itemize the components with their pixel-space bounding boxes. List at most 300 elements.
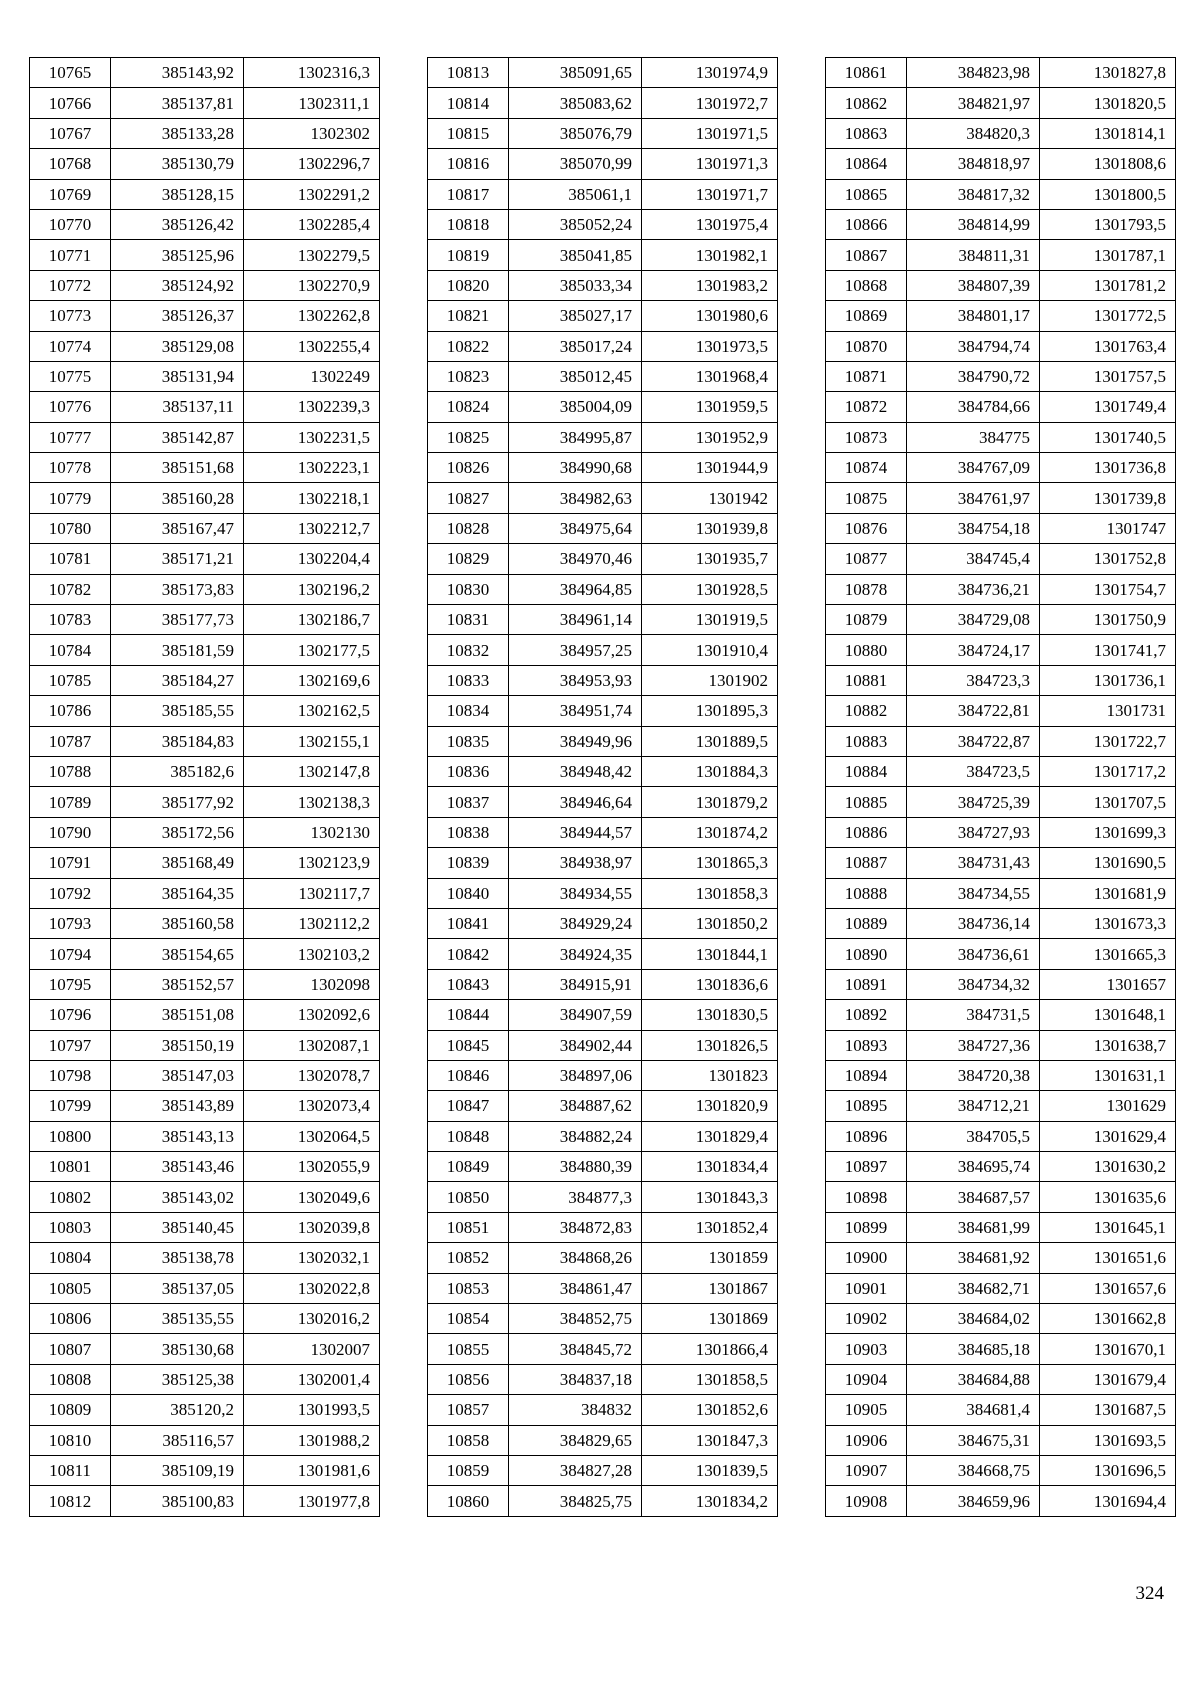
- point-number-cell: 10869: [826, 301, 907, 331]
- x-coordinate-cell: 385160,28: [111, 483, 244, 513]
- x-coordinate-cell: 385143,13: [111, 1121, 244, 1151]
- table-row: [826, 1455, 1176, 1485]
- x-coordinate-cell: 385151,68: [111, 453, 244, 483]
- y-coordinate-cell: 1301645,1: [1040, 1212, 1176, 1242]
- x-coordinate-cell: 385150,19: [111, 1030, 244, 1060]
- table-row: [428, 939, 778, 969]
- table-row: [428, 878, 778, 908]
- x-coordinate-cell: 384852,75: [509, 1304, 642, 1334]
- table-row: [30, 544, 380, 574]
- point-number-cell: 10853: [428, 1273, 509, 1303]
- y-coordinate-cell: 1302087,1: [244, 1030, 380, 1060]
- point-number-cell: 10817: [428, 179, 509, 209]
- table-row: [30, 1486, 380, 1516]
- x-coordinate-cell: 384915,91: [509, 969, 642, 999]
- y-coordinate-cell: 1301973,5: [642, 331, 778, 361]
- point-number-cell: 10796: [30, 1000, 111, 1030]
- table-row: [30, 969, 380, 999]
- point-number-cell: 10906: [826, 1425, 907, 1455]
- y-coordinate-cell: 1301981,6: [244, 1455, 380, 1485]
- table-row: [428, 483, 778, 513]
- table-row: [30, 361, 380, 391]
- x-coordinate-cell: 385083,62: [509, 88, 642, 118]
- table-row: [428, 1243, 778, 1273]
- x-coordinate-cell: 385171,21: [111, 544, 244, 574]
- coordinate-table-body: [826, 58, 1176, 1517]
- y-coordinate-cell: 1301852,6: [642, 1395, 778, 1425]
- table-row: [826, 1273, 1176, 1303]
- y-coordinate-cell: 1302311,1: [244, 88, 380, 118]
- table-row: [428, 1212, 778, 1242]
- x-coordinate-cell: 385182,6: [111, 756, 244, 786]
- table-row: [30, 726, 380, 756]
- table-row: [30, 1212, 380, 1242]
- point-number-cell: 10790: [30, 817, 111, 847]
- x-coordinate-cell: 385137,05: [111, 1273, 244, 1303]
- point-number-cell: 10792: [30, 878, 111, 908]
- point-number-cell: 10866: [826, 209, 907, 239]
- x-coordinate-cell: 384990,68: [509, 453, 642, 483]
- table-row: [30, 331, 380, 361]
- x-coordinate-cell: 385137,11: [111, 392, 244, 422]
- y-coordinate-cell: 1301787,1: [1040, 240, 1176, 270]
- y-coordinate-cell: 1302032,1: [244, 1243, 380, 1273]
- y-coordinate-cell: 1301722,7: [1040, 726, 1176, 756]
- table-row: [428, 1334, 778, 1364]
- y-coordinate-cell: 1301971,7: [642, 179, 778, 209]
- y-coordinate-cell: 1301757,5: [1040, 361, 1176, 391]
- point-number-cell: 10803: [30, 1212, 111, 1242]
- table-row: [826, 1243, 1176, 1273]
- x-coordinate-cell: 385177,92: [111, 787, 244, 817]
- y-coordinate-cell: 1301939,8: [642, 513, 778, 543]
- y-coordinate-cell: 1301752,8: [1040, 544, 1176, 574]
- table-row: [30, 149, 380, 179]
- x-coordinate-cell: 385160,58: [111, 908, 244, 938]
- x-coordinate-cell: 384790,72: [907, 361, 1040, 391]
- table-row: [428, 756, 778, 786]
- x-coordinate-cell: 385129,08: [111, 331, 244, 361]
- x-coordinate-cell: 384725,39: [907, 787, 1040, 817]
- x-coordinate-cell: 385125,96: [111, 240, 244, 270]
- x-coordinate-cell: 384946,64: [509, 787, 642, 817]
- point-number-cell: 10823: [428, 361, 509, 391]
- x-coordinate-cell: 384882,24: [509, 1121, 642, 1151]
- x-coordinate-cell: 385184,83: [111, 726, 244, 756]
- point-number-cell: 10899: [826, 1212, 907, 1242]
- table-row: [30, 605, 380, 635]
- y-coordinate-cell: 1301693,5: [1040, 1425, 1176, 1455]
- y-coordinate-cell: 1301687,5: [1040, 1395, 1176, 1425]
- y-coordinate-cell: 1302117,7: [244, 878, 380, 908]
- x-coordinate-cell: 384736,21: [907, 574, 1040, 604]
- point-number-cell: 10811: [30, 1455, 111, 1485]
- table-row: [826, 1364, 1176, 1394]
- y-coordinate-cell: 1301867: [642, 1273, 778, 1303]
- x-coordinate-cell: 384668,75: [907, 1455, 1040, 1485]
- x-coordinate-cell: 385130,79: [111, 149, 244, 179]
- y-coordinate-cell: 1302204,4: [244, 544, 380, 574]
- y-coordinate-cell: 1301902: [642, 665, 778, 695]
- y-coordinate-cell: 1301772,5: [1040, 301, 1176, 331]
- table-row: [30, 240, 380, 270]
- x-coordinate-cell: 384934,55: [509, 878, 642, 908]
- y-coordinate-cell: 1301707,5: [1040, 787, 1176, 817]
- table-row: [826, 513, 1176, 543]
- table-row: [826, 908, 1176, 938]
- y-coordinate-cell: 1301681,9: [1040, 878, 1176, 908]
- table-row: [826, 1060, 1176, 1090]
- point-number-cell: 10799: [30, 1091, 111, 1121]
- y-coordinate-cell: 1301836,6: [642, 969, 778, 999]
- point-number-cell: 10856: [428, 1364, 509, 1394]
- table-row: [30, 756, 380, 786]
- table-row: [428, 1152, 778, 1182]
- y-coordinate-cell: 1301879,2: [642, 787, 778, 817]
- x-coordinate-cell: 384695,74: [907, 1152, 1040, 1182]
- table-row: [428, 1395, 778, 1425]
- y-coordinate-cell: 1301847,3: [642, 1425, 778, 1455]
- y-coordinate-cell: 1301971,3: [642, 149, 778, 179]
- table-row: [826, 392, 1176, 422]
- y-coordinate-cell: 1302155,1: [244, 726, 380, 756]
- y-coordinate-cell: 1301699,3: [1040, 817, 1176, 847]
- x-coordinate-cell: 384675,31: [907, 1425, 1040, 1455]
- x-coordinate-cell: 385124,92: [111, 270, 244, 300]
- y-coordinate-cell: 1301977,8: [244, 1486, 380, 1516]
- y-coordinate-cell: 1301968,4: [642, 361, 778, 391]
- x-coordinate-cell: 385147,03: [111, 1060, 244, 1090]
- x-coordinate-cell: 384681,4: [907, 1395, 1040, 1425]
- point-number-cell: 10857: [428, 1395, 509, 1425]
- y-coordinate-cell: 1302130: [244, 817, 380, 847]
- point-number-cell: 10843: [428, 969, 509, 999]
- point-number-cell: 10785: [30, 665, 111, 695]
- x-coordinate-cell: 385184,27: [111, 665, 244, 695]
- y-coordinate-cell: 1302112,2: [244, 908, 380, 938]
- x-coordinate-cell: 385070,99: [509, 149, 642, 179]
- point-number-cell: 10838: [428, 817, 509, 847]
- point-number-cell: 10892: [826, 1000, 907, 1030]
- table-row: [826, 1121, 1176, 1151]
- y-coordinate-cell: 1301850,2: [642, 908, 778, 938]
- point-number-cell: 10881: [826, 665, 907, 695]
- table-row: [30, 453, 380, 483]
- x-coordinate-cell: 385012,45: [509, 361, 642, 391]
- table-row: [826, 1152, 1176, 1182]
- point-number-cell: 10835: [428, 726, 509, 756]
- y-coordinate-cell: 1301736,1: [1040, 665, 1176, 695]
- x-coordinate-cell: 385017,24: [509, 331, 642, 361]
- table-row: [826, 1091, 1176, 1121]
- table-row: [428, 1121, 778, 1151]
- table-row: [30, 270, 380, 300]
- table-row: [428, 1364, 778, 1394]
- y-coordinate-cell: 1301657: [1040, 969, 1176, 999]
- point-number-cell: 10815: [428, 118, 509, 148]
- table-row: [428, 1455, 778, 1485]
- table-row: [428, 817, 778, 847]
- table-row: [30, 696, 380, 726]
- y-coordinate-cell: 1301670,1: [1040, 1334, 1176, 1364]
- y-coordinate-cell: 1301982,1: [642, 240, 778, 270]
- x-coordinate-cell: 384924,35: [509, 939, 642, 969]
- x-coordinate-cell: 385143,46: [111, 1152, 244, 1182]
- y-coordinate-cell: 1301830,5: [642, 1000, 778, 1030]
- y-coordinate-cell: 1302231,5: [244, 422, 380, 452]
- y-coordinate-cell: 1301944,9: [642, 453, 778, 483]
- point-number-cell: 10863: [826, 118, 907, 148]
- point-number-cell: 10822: [428, 331, 509, 361]
- x-coordinate-cell: 384723,5: [907, 756, 1040, 786]
- table-row: [826, 149, 1176, 179]
- y-coordinate-cell: 1302055,9: [244, 1152, 380, 1182]
- y-coordinate-cell: 1301754,7: [1040, 574, 1176, 604]
- point-number-cell: 10895: [826, 1091, 907, 1121]
- x-coordinate-cell: 384872,83: [509, 1212, 642, 1242]
- x-coordinate-cell: 384929,24: [509, 908, 642, 938]
- y-coordinate-cell: 1302291,2: [244, 179, 380, 209]
- y-coordinate-cell: 1301859: [642, 1243, 778, 1273]
- y-coordinate-cell: 1302186,7: [244, 605, 380, 635]
- y-coordinate-cell: 1302049,6: [244, 1182, 380, 1212]
- y-coordinate-cell: 1301731: [1040, 696, 1176, 726]
- x-coordinate-cell: 385091,65: [509, 58, 642, 88]
- x-coordinate-cell: 384811,31: [907, 240, 1040, 270]
- point-number-cell: 10776: [30, 392, 111, 422]
- point-number-cell: 10813: [428, 58, 509, 88]
- point-number-cell: 10870: [826, 331, 907, 361]
- y-coordinate-cell: 1301993,5: [244, 1395, 380, 1425]
- x-coordinate-cell: 385116,57: [111, 1425, 244, 1455]
- table-row: [826, 361, 1176, 391]
- y-coordinate-cell: 1301747: [1040, 513, 1176, 543]
- y-coordinate-cell: 1301673,3: [1040, 908, 1176, 938]
- table-row: [30, 1030, 380, 1060]
- table-row: [826, 939, 1176, 969]
- x-coordinate-cell: 384712,21: [907, 1091, 1040, 1121]
- table-row: [826, 118, 1176, 148]
- point-number-cell: 10808: [30, 1364, 111, 1394]
- x-coordinate-cell: 384736,61: [907, 939, 1040, 969]
- y-coordinate-cell: 1301793,5: [1040, 209, 1176, 239]
- x-coordinate-cell: 384938,97: [509, 848, 642, 878]
- point-number-cell: 10783: [30, 605, 111, 635]
- point-number-cell: 10839: [428, 848, 509, 878]
- y-coordinate-cell: 1302001,4: [244, 1364, 380, 1394]
- x-coordinate-cell: 384982,63: [509, 483, 642, 513]
- table-row: [826, 88, 1176, 118]
- y-coordinate-cell: 1302098: [244, 969, 380, 999]
- table-row: [826, 1395, 1176, 1425]
- table-row: [826, 483, 1176, 513]
- point-number-cell: 10886: [826, 817, 907, 847]
- x-coordinate-cell: 384807,39: [907, 270, 1040, 300]
- x-coordinate-cell: 384801,17: [907, 301, 1040, 331]
- x-coordinate-cell: 384995,87: [509, 422, 642, 452]
- point-number-cell: 10820: [428, 270, 509, 300]
- point-number-cell: 10774: [30, 331, 111, 361]
- x-coordinate-cell: 384722,87: [907, 726, 1040, 756]
- x-coordinate-cell: 384868,26: [509, 1243, 642, 1273]
- x-coordinate-cell: 385061,1: [509, 179, 642, 209]
- y-coordinate-cell: 1301935,7: [642, 544, 778, 574]
- table-row: [428, 1486, 778, 1516]
- y-coordinate-cell: 1301869: [642, 1304, 778, 1334]
- table-row: [428, 240, 778, 270]
- point-number-cell: 10802: [30, 1182, 111, 1212]
- point-number-cell: 10874: [826, 453, 907, 483]
- y-coordinate-cell: 1302007: [244, 1334, 380, 1364]
- table-row: [826, 1000, 1176, 1030]
- point-number-cell: 10832: [428, 635, 509, 665]
- x-coordinate-cell: 384727,36: [907, 1030, 1040, 1060]
- x-coordinate-cell: 384659,96: [907, 1486, 1040, 1516]
- table-row: [30, 665, 380, 695]
- point-number-cell: 10807: [30, 1334, 111, 1364]
- table-row: [30, 848, 380, 878]
- y-coordinate-cell: 1301631,1: [1040, 1060, 1176, 1090]
- point-number-cell: 10844: [428, 1000, 509, 1030]
- point-number-cell: 10903: [826, 1334, 907, 1364]
- point-number-cell: 10834: [428, 696, 509, 726]
- point-number-cell: 10887: [826, 848, 907, 878]
- x-coordinate-cell: 384829,65: [509, 1425, 642, 1455]
- table-row: [30, 908, 380, 938]
- point-number-cell: 10888: [826, 878, 907, 908]
- x-coordinate-cell: 384825,75: [509, 1486, 642, 1516]
- point-number-cell: 10848: [428, 1121, 509, 1151]
- coordinate-table-body: [428, 58, 778, 1517]
- y-coordinate-cell: 1302123,9: [244, 848, 380, 878]
- table-row: [30, 787, 380, 817]
- table-row: [428, 179, 778, 209]
- y-coordinate-cell: 1301696,5: [1040, 1455, 1176, 1485]
- y-coordinate-cell: 1301741,7: [1040, 635, 1176, 665]
- table-row: [826, 544, 1176, 574]
- y-coordinate-cell: 1302092,6: [244, 1000, 380, 1030]
- y-coordinate-cell: 1301844,1: [642, 939, 778, 969]
- x-coordinate-cell: 385125,38: [111, 1364, 244, 1394]
- x-coordinate-cell: 385152,57: [111, 969, 244, 999]
- y-coordinate-cell: 1301651,6: [1040, 1243, 1176, 1273]
- point-number-cell: 10780: [30, 513, 111, 543]
- y-coordinate-cell: 1301820,9: [642, 1091, 778, 1121]
- x-coordinate-cell: 384731,5: [907, 1000, 1040, 1030]
- table-row: [826, 817, 1176, 847]
- x-coordinate-cell: 385164,35: [111, 878, 244, 908]
- x-coordinate-cell: 385027,17: [509, 301, 642, 331]
- y-coordinate-cell: 1301834,2: [642, 1486, 778, 1516]
- point-number-cell: 10872: [826, 392, 907, 422]
- y-coordinate-cell: 1301884,3: [642, 756, 778, 786]
- x-coordinate-cell: 384736,14: [907, 908, 1040, 938]
- point-number-cell: 10830: [428, 574, 509, 604]
- x-coordinate-cell: 384964,85: [509, 574, 642, 604]
- point-number-cell: 10877: [826, 544, 907, 574]
- table-row: [826, 696, 1176, 726]
- x-coordinate-cell: 384681,99: [907, 1212, 1040, 1242]
- point-number-cell: 10804: [30, 1243, 111, 1273]
- point-number-cell: 10766: [30, 88, 111, 118]
- y-coordinate-cell: 1302279,5: [244, 240, 380, 270]
- x-coordinate-cell: 385172,56: [111, 817, 244, 847]
- table-row: [428, 787, 778, 817]
- x-coordinate-cell: 384767,09: [907, 453, 1040, 483]
- point-number-cell: 10772: [30, 270, 111, 300]
- x-coordinate-cell: 384827,28: [509, 1455, 642, 1485]
- point-number-cell: 10825: [428, 422, 509, 452]
- point-number-cell: 10868: [826, 270, 907, 300]
- x-coordinate-cell: 385004,09: [509, 392, 642, 422]
- table-row: [826, 878, 1176, 908]
- y-coordinate-cell: 1302162,5: [244, 696, 380, 726]
- point-number-cell: 10871: [826, 361, 907, 391]
- y-coordinate-cell: 1301959,5: [642, 392, 778, 422]
- table-row: [826, 787, 1176, 817]
- y-coordinate-cell: 1302147,8: [244, 756, 380, 786]
- table-row: [30, 1243, 380, 1273]
- table-row: [30, 422, 380, 452]
- y-coordinate-cell: 1301829,4: [642, 1121, 778, 1151]
- point-number-cell: 10798: [30, 1060, 111, 1090]
- point-number-cell: 10794: [30, 939, 111, 969]
- x-coordinate-cell: 384814,99: [907, 209, 1040, 239]
- table-row: [826, 331, 1176, 361]
- point-number-cell: 10812: [30, 1486, 111, 1516]
- y-coordinate-cell: 1302016,2: [244, 1304, 380, 1334]
- table-row: [826, 270, 1176, 300]
- point-number-cell: 10894: [826, 1060, 907, 1090]
- x-coordinate-cell: 384754,18: [907, 513, 1040, 543]
- x-coordinate-cell: 384775: [907, 422, 1040, 452]
- y-coordinate-cell: 1302169,6: [244, 665, 380, 695]
- x-coordinate-cell: 384837,18: [509, 1364, 642, 1394]
- point-number-cell: 10791: [30, 848, 111, 878]
- x-coordinate-cell: 385135,55: [111, 1304, 244, 1334]
- table-row: [826, 574, 1176, 604]
- y-coordinate-cell: 1301694,4: [1040, 1486, 1176, 1516]
- table-row: [826, 58, 1176, 88]
- table-row: [30, 1091, 380, 1121]
- table-row: [30, 1364, 380, 1394]
- x-coordinate-cell: 384818,97: [907, 149, 1040, 179]
- x-coordinate-cell: 385140,45: [111, 1212, 244, 1242]
- page-number: 324: [1135, 1583, 1164, 1604]
- y-coordinate-cell: 1301866,4: [642, 1334, 778, 1364]
- point-number-cell: 10769: [30, 179, 111, 209]
- point-number-cell: 10814: [428, 88, 509, 118]
- x-coordinate-cell: 384722,81: [907, 696, 1040, 726]
- table-row: [826, 1182, 1176, 1212]
- table-row: [428, 1304, 778, 1334]
- y-coordinate-cell: 1302212,7: [244, 513, 380, 543]
- point-number-cell: 10860: [428, 1486, 509, 1516]
- x-coordinate-cell: 384957,25: [509, 635, 642, 665]
- y-coordinate-cell: 1302078,7: [244, 1060, 380, 1090]
- point-number-cell: 10847: [428, 1091, 509, 1121]
- point-number-cell: 10805: [30, 1273, 111, 1303]
- point-number-cell: 10789: [30, 787, 111, 817]
- point-number-cell: 10889: [826, 908, 907, 938]
- y-coordinate-cell: 1301629: [1040, 1091, 1176, 1121]
- table-row: [826, 453, 1176, 483]
- y-coordinate-cell: 1301679,4: [1040, 1364, 1176, 1394]
- x-coordinate-cell: 385126,42: [111, 209, 244, 239]
- table-row: [30, 58, 380, 88]
- y-coordinate-cell: 1301638,7: [1040, 1030, 1176, 1060]
- point-number-cell: 10845: [428, 1030, 509, 1060]
